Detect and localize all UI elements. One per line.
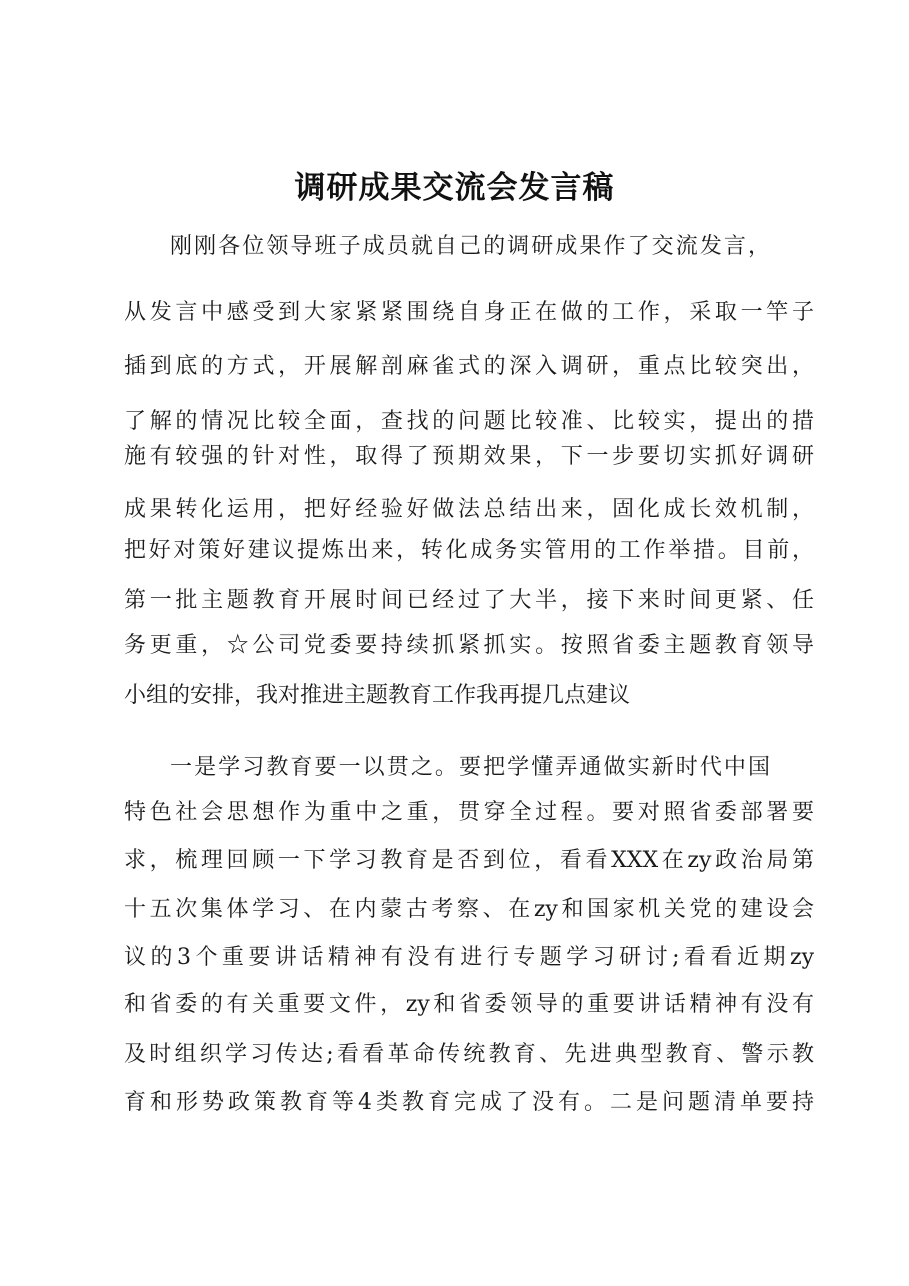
paragraph-line: 特色社会思想作为重中之重，贯穿全过程。要对照省委部署要 bbox=[124, 800, 814, 825]
paragraph-line: 小组的安排，我对推进主题教育工作我再提几点建议 bbox=[124, 683, 631, 708]
paragraph-line: 刚刚各位领导班子成员就自己的调研成果作了交流发言， bbox=[170, 234, 770, 259]
paragraph-line: 第一批主题教育开展时间已经过了大半，接下来时间更紧、任 bbox=[124, 588, 814, 613]
paragraph-line: 了解的情况比较全面，查找的问题比较准、比较实，提出的措 bbox=[124, 409, 814, 434]
document-title: 调研成果交流会发言稿 bbox=[294, 170, 615, 206]
paragraph-line: 和省委的有关重要文件，zy和省委领导的重要讲话精神有没有 bbox=[124, 992, 814, 1017]
paragraph-line: 把好对策好建议提炼出来，转化成务实管用的工作举措。目前， bbox=[124, 538, 814, 563]
paragraph-line: 一是学习教育要一以贯之。要把学懂弄通做实新时代中国 bbox=[170, 755, 770, 780]
paragraph-line: 施有较强的针对性，取得了预期效果，下一步要切实抓好调研 bbox=[124, 444, 814, 469]
paragraph-line: 从发言中感受到大家紧紧围绕自身正在做的工作，采取一竿子 bbox=[124, 300, 814, 325]
paragraph-line: 务更重，☆公司党委要持续抓紧抓实。按照省委主题教育领导 bbox=[124, 633, 814, 658]
paragraph-line: 插到底的方式，开展解剖麻雀式的深入调研，重点比较突出， bbox=[124, 354, 814, 379]
paragraph-line: 成果转化运用，把好经验好做法总结出来，固化成长效机制， bbox=[124, 497, 814, 522]
paragraph-line: 十五次集体学习、在内蒙古考察、在zy和国家机关党的建设会 bbox=[124, 897, 814, 922]
paragraph-line: 议的3个重要讲话精神有没有进行专题学习研讨;看看近期zy bbox=[124, 945, 814, 970]
paragraph-line: 育和形势政策教育等4类教育完成了没有。二是问题清单要持 bbox=[124, 1090, 814, 1115]
paragraph-line: 求，梳理回顾一下学习教育是否到位，看看XXX在zy政治局第 bbox=[124, 848, 814, 873]
paragraph-line: 及时组织学习传达;看看革命传统教育、先进典型教育、警示教 bbox=[124, 1042, 814, 1067]
